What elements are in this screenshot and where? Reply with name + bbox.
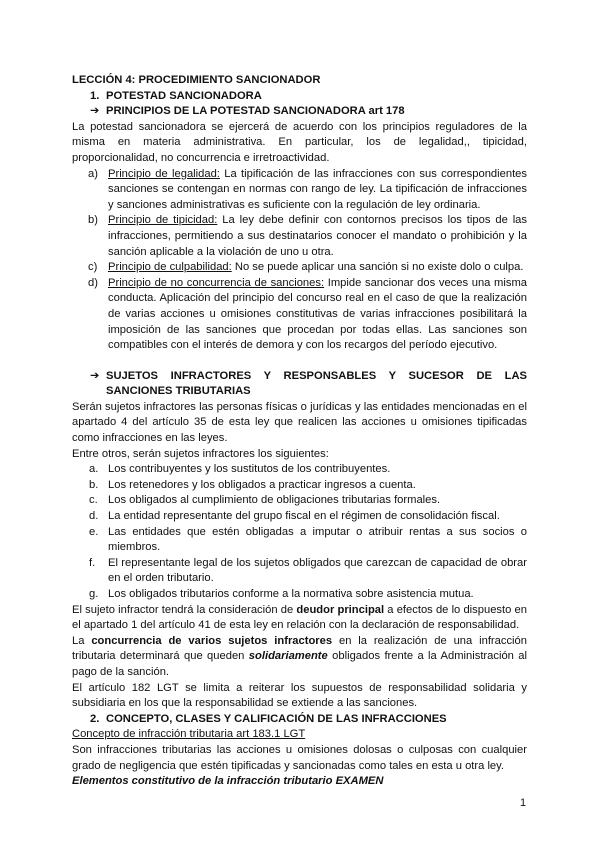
list-item [72, 167, 527, 214]
debtor-paragraph [72, 603, 527, 634]
list-item [72, 525, 527, 556]
arrow-right-icon: ➔ [90, 105, 100, 118]
list-marker: e. [89, 525, 99, 538]
concurrence-paragraph [72, 634, 527, 681]
principle-label: Principio de culpabilidad: [108, 261, 232, 274]
list-item-text: Los retenedores y los obligados a practicar ingresos a cuenta. [108, 478, 416, 491]
elements-heading: Elementos constitutivo de la infracción tributario EXAMEN [72, 775, 384, 788]
list-marker: c. [89, 494, 98, 507]
concurrence-post: obligados frente a la Administración al pago de la sanción. [72, 650, 528, 678]
principles-heading-text: PRINCIPIOS DE LA POTESTAD SANCIONADORA art 178 [106, 105, 405, 118]
section-2-heading [72, 712, 527, 728]
principle-label: Principio de no concurrencia de sanciones: [108, 276, 325, 289]
concurrence-pre: La [72, 634, 92, 647]
list-marker: d. [89, 510, 99, 523]
list-item-text: La entidad representante del grupo fiscal en el régimen de consolidación fiscal. [108, 510, 500, 523]
principle-label: Principio de tipicidad: [108, 214, 218, 227]
debtor-post: a efectos de lo dispuesto en el apartado 1 del artículo 41 de esta ley en relación con la declaración de responsabilidad. [72, 603, 527, 632]
arrow-right-icon: ➔ [90, 369, 100, 382]
list-item [72, 462, 527, 478]
document-page [72, 73, 527, 790]
concurrence-emphasis: solidariamente [248, 650, 328, 663]
list-item [72, 587, 527, 603]
section-1-number: 1. [90, 89, 100, 102]
list-item [72, 276, 527, 354]
list-item-text: Los contribuyentes y los sustitutos de los contribuyentes. [108, 463, 391, 476]
principle-text: No se puede aplicar una sanción si no existe dolo o culpa. [231, 261, 524, 274]
section-2-number: 2. [90, 712, 100, 725]
principles-list [72, 167, 527, 354]
list-item [72, 493, 527, 509]
principles-heading [72, 104, 527, 120]
principle-text: Impide sancionar dos veces una misma conducta. Aplicación del principio del concurso real en el caso de que la realización de varias acciones u omisiones constitutivas de varias infracciones posibilitará la imposición de las sanciones que procedan por todas ellas. Las sanciones son compatibles con el interés de demora y con los recargos del período ejecutivo. [108, 276, 527, 352]
list-marker: c) [88, 261, 98, 274]
list-item-text: Las entidades que estén obligadas a imputar o atribuir rentas a sus socios o miembros. [108, 525, 527, 554]
section-2-title: CONCEPTO, CLASES Y CALIFICACIÓN DE LAS INFRACCIONES [106, 712, 447, 725]
subjects-heading [72, 369, 527, 400]
list-marker: b. [89, 478, 99, 491]
list-item-text: Los obligados al cumplimiento de obligaciones tributarias formales. [108, 494, 441, 507]
subjects-list [72, 462, 527, 602]
section-1-title: POTESTAD SANCIONADORA [106, 89, 262, 102]
concurrence-bold: concurrencia de varios sujetos infractores [91, 634, 333, 647]
section-1-heading [72, 89, 527, 105]
list-marker: b) [88, 214, 98, 227]
list-marker: g. [89, 588, 99, 600]
subjects-lead: Entre otros, serán sujetos infractores los siguientes: [72, 447, 329, 460]
subjects-heading-text: SUJETOS INFRACTORES Y RESPONSABLES Y SUCESOR DE LAS SANCIONES TRIBUTARIAS [106, 369, 527, 398]
debtor-pre: El sujeto infractor tendrá la consideración de [72, 603, 297, 616]
concurrence-mid: en la realización de una infracción tributaria determinará que queden [72, 634, 527, 663]
list-marker: a) [88, 167, 98, 180]
list-item [72, 478, 527, 494]
lesson-title: LECCIÓN 4: PROCEDIMIENTO SANCIONADOR [72, 74, 321, 86]
list-item-text: El representante legal de los sujetos obligados que carezcan de capacidad de obrar en el orden tributario. [108, 556, 527, 585]
spacer [72, 354, 527, 369]
list-marker: d) [88, 276, 98, 289]
list-item [72, 509, 527, 525]
principle-label: Principio de legalidad: [108, 167, 220, 180]
principle-text: La ley debe definir con contornos precisos los tipos de las infracciones, permitiendo a sus destinatarios conocer el mandato o prohibición y la sanción aplicable a la violación de uno u otra. [108, 214, 528, 258]
art182-paragraph: El artículo 182 LGT se limita a reiterar los supuestos de responsabilidad solidaria y subsidiaria en los que la responsabilidad se extiende a las sanciones. [72, 681, 527, 710]
subjects-intro: Serán sujetos infractores las personas físicas o jurídicas y las entidades mencionadas en el apartado 4 del artículo 35 de esta ley que realicen las acciones u omisiones tipificadas como infracciones en las leyes. [72, 400, 527, 445]
list-item [72, 213, 527, 260]
list-item [72, 260, 527, 276]
principles-intro: La potestad sancionadora se ejercerá de acuerdo con los principios reguladores de la misma en materia administrativa. En particular, los de legalidad,, tipicidad, proporcionalidad, no concurrencia e irretroactividad. [72, 120, 527, 164]
debtor-bold: deudor principal [296, 603, 385, 616]
list-item-text: Los obligados tributarios conforme a la normativa sobre asistencia mutua. [108, 588, 474, 600]
page-number: 1 [520, 797, 527, 809]
concept-text: Son infracciones tributarias las acciones u omisiones dolosas o culposas con cualquier grado de negligencia que estén tipificadas y sancionadas como tales en esta u otra ley. [72, 743, 527, 772]
list-marker: f. [89, 556, 96, 569]
list-marker: a. [89, 463, 99, 476]
concept-heading: Concepto de infracción tributaria art 183.1 LGT [72, 728, 306, 741]
principle-text: La tipificación de las infracciones con sus correspondientes sanciones se contengan en normas con rango de ley. La tipificación de infracciones y sanciones administrativas es suficiente con la regulación de ley ordinaria. [108, 167, 527, 211]
list-item [72, 556, 527, 587]
